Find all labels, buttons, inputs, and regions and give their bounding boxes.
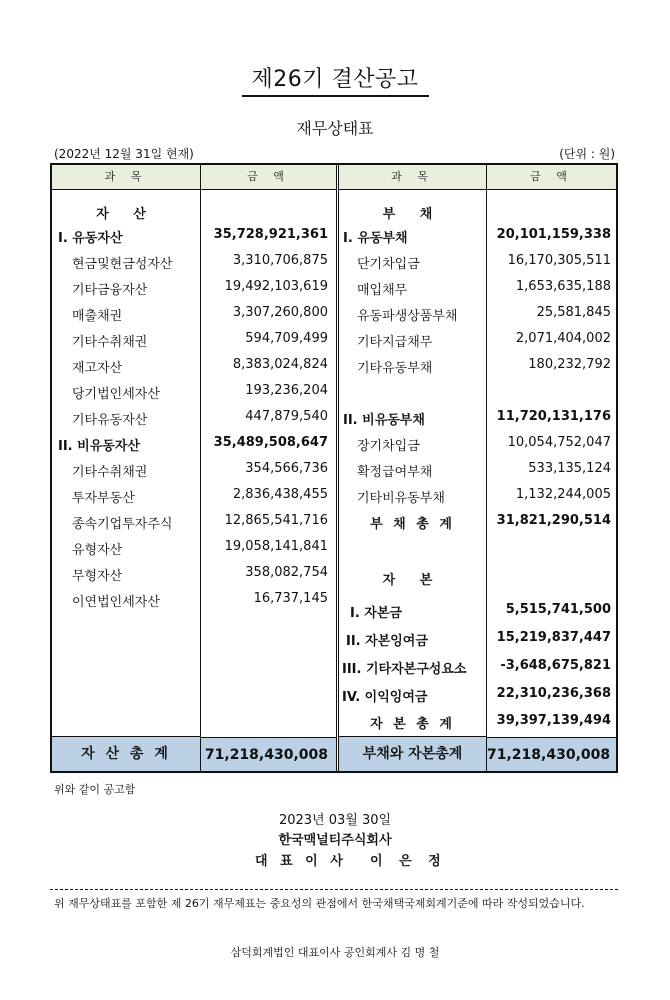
asset-item-amount: 447,879,540 (245, 409, 328, 424)
liability-item-amount: 533,135,124 (528, 461, 611, 476)
asset-item-amount: 193,236,204 (245, 383, 328, 398)
header-subject-right: 과 목 (339, 165, 486, 190)
asset-item-label: 무형자산 (72, 569, 123, 584)
equity-item-amount: 22,310,236,368 (496, 686, 611, 701)
equity-item-label: I. 자본금 (350, 606, 402, 621)
equity-item-label: IV. 이익잉여금 (342, 690, 428, 705)
equity-item-amount: -3,648,675,821 (500, 658, 611, 673)
liability-item-amount: 1,132,244,005 (515, 487, 611, 502)
announcement-note: 위와 같이 공고함 (54, 783, 136, 796)
unit-note: (단위 : 원) (559, 147, 615, 161)
asset-item-amount: 358,082,754 (245, 565, 328, 580)
equity-item-label: III. 기타자본구성요소 (342, 662, 467, 677)
statement-title: 재무상태표 (296, 119, 374, 138)
equity-item-amount: 5,515,741,500 (505, 602, 611, 617)
company-name: 한국맥널티주식회사 (278, 833, 392, 848)
announcement-date: 2023년 03월 30일 (278, 813, 392, 828)
asset-item-label: 종속기업투자주식 (72, 517, 173, 532)
liability-item-label: 장기차입금 (357, 439, 420, 454)
asset-item-amount: 16,737,145 (253, 591, 328, 606)
equity-item-label: II. 자본잉여금 (346, 634, 428, 649)
asset-item-amount: 594,709,499 (245, 331, 328, 346)
date-note: (2022년 12월 31일 현재) (54, 147, 194, 161)
noncurrent-assets-label: II. 비유동자산 (58, 439, 140, 454)
dashed-divider (50, 889, 618, 890)
header-amount-left: 금 액 (201, 165, 336, 190)
current-liabilities-total: 20,101,159,338 (496, 227, 611, 242)
asset-item-label: 기타수취채권 (72, 335, 148, 350)
liability-item-label: 매입채무 (357, 283, 408, 298)
asset-item-label: 재고자산 (72, 361, 123, 376)
column-divider (200, 165, 201, 771)
liability-item-label: 기타유동부채 (357, 361, 433, 376)
notice-title: 제26기 결산공고 (0, 62, 670, 97)
balance-sheet-table (50, 163, 618, 773)
asset-item-label: 현금및현금성자산 (72, 257, 173, 272)
liabilities-total-amount: 31,821,290,514 (496, 513, 611, 528)
liability-item-amount: 180,232,792 (528, 357, 611, 372)
current-liabilities-label: I. 유동부채 (343, 231, 408, 246)
assets-section-label: 자 산 (96, 207, 156, 222)
audit-disclaimer: 위 재무상태표를 포함한 제 26기 재무제표는 중요성의 관점에서 한국채택국제회계기준에 따라 작성되었습니다. (54, 897, 585, 910)
liability-item-label: 유동파생상품부채 (357, 309, 458, 324)
liab-equity-total-amount: 71,218,430,008 (487, 737, 616, 771)
asset-item-amount: 12,865,541,716 (224, 513, 328, 528)
current-assets-total: 35,728,921,361 (213, 227, 328, 242)
asset-item-amount: 3,310,706,875 (232, 253, 328, 268)
header-amount-right: 금 액 (487, 165, 616, 190)
asset-item-label: 투자부동산 (72, 491, 135, 506)
representative-title: 대 표 이 사 (255, 854, 347, 869)
noncurrent-liabilities-total: 11,720,131,176 (496, 409, 611, 424)
asset-item-label: 매출채권 (72, 309, 123, 324)
asset-item-amount: 8,383,024,824 (232, 357, 328, 372)
liability-item-label: 기타지급채무 (357, 335, 433, 350)
column-divider-double (336, 165, 339, 771)
equity-section-label: 자 본 (382, 573, 443, 588)
equity-item-amount: 15,219,837,447 (496, 630, 611, 645)
equity-total-label: 자 본 총 계 (370, 717, 455, 732)
liability-item-amount: 10,054,752,047 (507, 435, 611, 450)
asset-item-amount: 19,492,103,619 (224, 279, 328, 294)
asset-item-amount: 2,836,438,455 (232, 487, 328, 502)
representative-name: 이 은 정 (370, 854, 447, 869)
liability-item-label: 기타비유동부채 (357, 491, 445, 506)
liability-item-label: 단기차입금 (357, 257, 420, 272)
asset-item-label: 기타수취채권 (72, 465, 148, 480)
liab-equity-total-label: 부채와 자본총계 (339, 736, 486, 771)
noncurrent-assets-total: 35,489,508,647 (213, 435, 328, 450)
liability-item-amount: 16,170,305,511 (507, 253, 611, 268)
header-subject-left: 과 목 (52, 165, 200, 190)
asset-item-amount: 354,566,736 (245, 461, 328, 476)
liability-item-amount: 25,581,845 (536, 305, 611, 320)
noncurrent-liabilities-label: II. 비유동부채 (343, 413, 425, 428)
liabilities-total-label: 부 채 총 계 (370, 517, 455, 532)
asset-item-amount: 3,307,260,800 (232, 305, 328, 320)
assets-total-amount: 71,218,430,008 (201, 737, 336, 771)
asset-item-label: 이연법인세자산 (72, 595, 160, 610)
asset-item-amount: 19,058,141,841 (224, 539, 328, 554)
liability-item-amount: 1,653,635,188 (515, 279, 611, 294)
asset-item-label: 기타금융자산 (72, 283, 148, 298)
liability-item-amount: 2,071,404,002 (515, 331, 611, 346)
asset-item-label: 기타유동자산 (72, 413, 148, 428)
equity-total-amount: 39,397,139,494 (496, 713, 611, 728)
liabilities-section-label: 부 채 (382, 207, 443, 222)
auditor-signature: 삼덕회계법인 대표이사 공인회계사 김 명 철 (230, 946, 440, 959)
current-assets-label: I. 유동자산 (58, 231, 123, 246)
asset-item-label: 유형자산 (72, 543, 123, 558)
liability-item-label: 확정급여부채 (357, 465, 433, 480)
asset-item-label: 당기법인세자산 (72, 387, 160, 402)
assets-total-label: 자 산 총 계 (52, 736, 200, 771)
column-divider (486, 165, 487, 771)
